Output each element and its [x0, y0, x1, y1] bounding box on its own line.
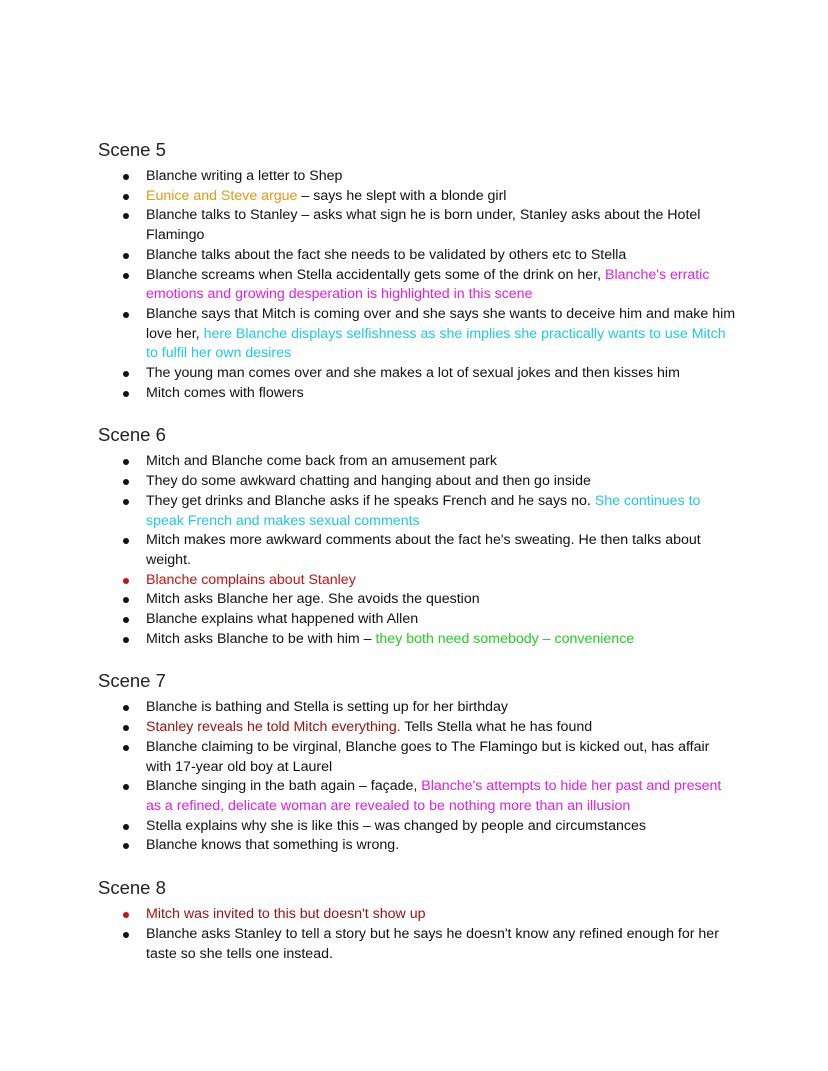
list-item-text: Mitch asks Blanche to be with him –: [146, 630, 376, 647]
list-item: [98, 610, 738, 630]
list-item-text: The young man comes over and she makes a lot of sexual jokes and then kisses him: [146, 365, 680, 382]
list-item: [98, 305, 738, 364]
list-item: [98, 738, 738, 777]
list-item: [98, 905, 738, 925]
list-item-text: They do some awkward chatting and hanging about and then go inside: [146, 473, 591, 490]
list-item-text: Blanche's erratic emotions and growing desperation is highlighted in this scene: [146, 266, 710, 303]
list-item: [98, 206, 738, 245]
list-item-text: Tells Stella what he has found: [400, 719, 593, 736]
list-item: [98, 817, 738, 837]
scene-heading: Scene 8: [98, 877, 166, 899]
list-item-text: Stanley reveals he told Mitch everything.: [146, 719, 401, 736]
list-item-text: Blanche talks about the fact she needs to be validated by others etc to Stella: [146, 246, 627, 263]
list-item-text: Blanche is bathing and Stella is setting up for her birthday: [146, 699, 509, 716]
list-item: [98, 531, 738, 570]
scene-heading: Scene 6: [98, 424, 166, 446]
list-item: [98, 571, 738, 591]
bullet-list: [98, 167, 738, 403]
list-item-text: Mitch asks Blanche her age. She avoids the question: [146, 591, 480, 608]
list-item: [98, 187, 738, 207]
list-item-text: Blanche claiming to be virginal, Blanche goes to The Flamingo but is kicked out, has affair with 17-year old boy at Laurel: [146, 738, 710, 775]
list-item: [98, 492, 738, 531]
list-item: [98, 925, 738, 964]
list-item-text: Stella explains why she is like this – was changed by people and circumstances: [146, 817, 646, 834]
list-item-text: They get drinks and Blanche asks if he speaks French and he says no.: [146, 492, 595, 509]
list-item: [98, 718, 738, 738]
list-item-text: She continues to speak French and makes sexual comments: [146, 492, 701, 529]
list-item-text: Blanche asks Stanley to tell a story but he says he doesn't know any refined enough for her taste so she tells one instead.: [146, 925, 719, 962]
list-item: [98, 266, 738, 305]
scene-heading: Scene 5: [98, 139, 166, 160]
list-item: [98, 590, 738, 610]
list-item-text: Blanche complains about Stanley: [146, 571, 356, 588]
list-item: [98, 167, 738, 187]
list-item-text: Blanche singing in the bath again – façade,: [146, 778, 422, 795]
list-item-text: Blanche's attempts to hide her past and present as a refined, delicate woman are revealed to be nothing more than an illusion: [146, 778, 722, 814]
scene-section: [98, 138, 828, 403]
scene-list: [98, 138, 828, 964]
scene-section: [98, 876, 828, 964]
list-item-text: Mitch was invited to this but doesn't show up: [146, 906, 426, 923]
list-item-text: they both need somebody – convenience: [375, 630, 635, 647]
list-item: [98, 364, 738, 384]
scene-section: [98, 423, 828, 649]
list-item: [98, 472, 738, 492]
scene-section: [98, 669, 828, 856]
list-item: [98, 246, 738, 266]
list-item-text: Blanche talks to Stanley – asks what sign he is born under, Stanley asks about the Hotel Flamingo: [146, 207, 701, 244]
list-item-text: Mitch makes more awkward comments about the fact he's sweating. He then talks about weight.: [146, 532, 701, 568]
list-item-text: Blanche writing a letter to Shep: [146, 168, 343, 184]
list-item-text: Blanche knows that something is wrong.: [146, 837, 400, 854]
list-item-text: – says he slept with a blonde girl: [297, 187, 507, 204]
scene-heading: Scene 7: [98, 670, 166, 692]
list-item-text: Eunice and Steve argue: [146, 187, 298, 204]
list-item-text: Mitch and Blanche come back from an amusement park: [146, 453, 497, 470]
bullet-list: [98, 698, 738, 856]
list-item-text: Blanche screams when Stella accidentally gets some of the drink on her,: [146, 266, 605, 283]
list-item-text: Mitch comes with flowers: [146, 384, 304, 401]
list-item-text: Blanche explains what happened with Allen: [146, 611, 419, 628]
list-item-text: here Blanche displays selfishness as she implies she practically wants to use Mitch to fulfil her own desires: [146, 325, 726, 362]
bullet-list: [98, 905, 738, 964]
list-item: [98, 452, 738, 472]
list-item: [98, 384, 738, 404]
list-item: [98, 698, 738, 718]
list-item: [98, 836, 738, 856]
list-item: [98, 777, 738, 816]
list-item: [98, 630, 738, 650]
list-item-text: Blanche says that Mitch is coming over and she says she wants to deceive him and make him love her,: [146, 305, 736, 342]
bullet-list: [98, 452, 738, 649]
